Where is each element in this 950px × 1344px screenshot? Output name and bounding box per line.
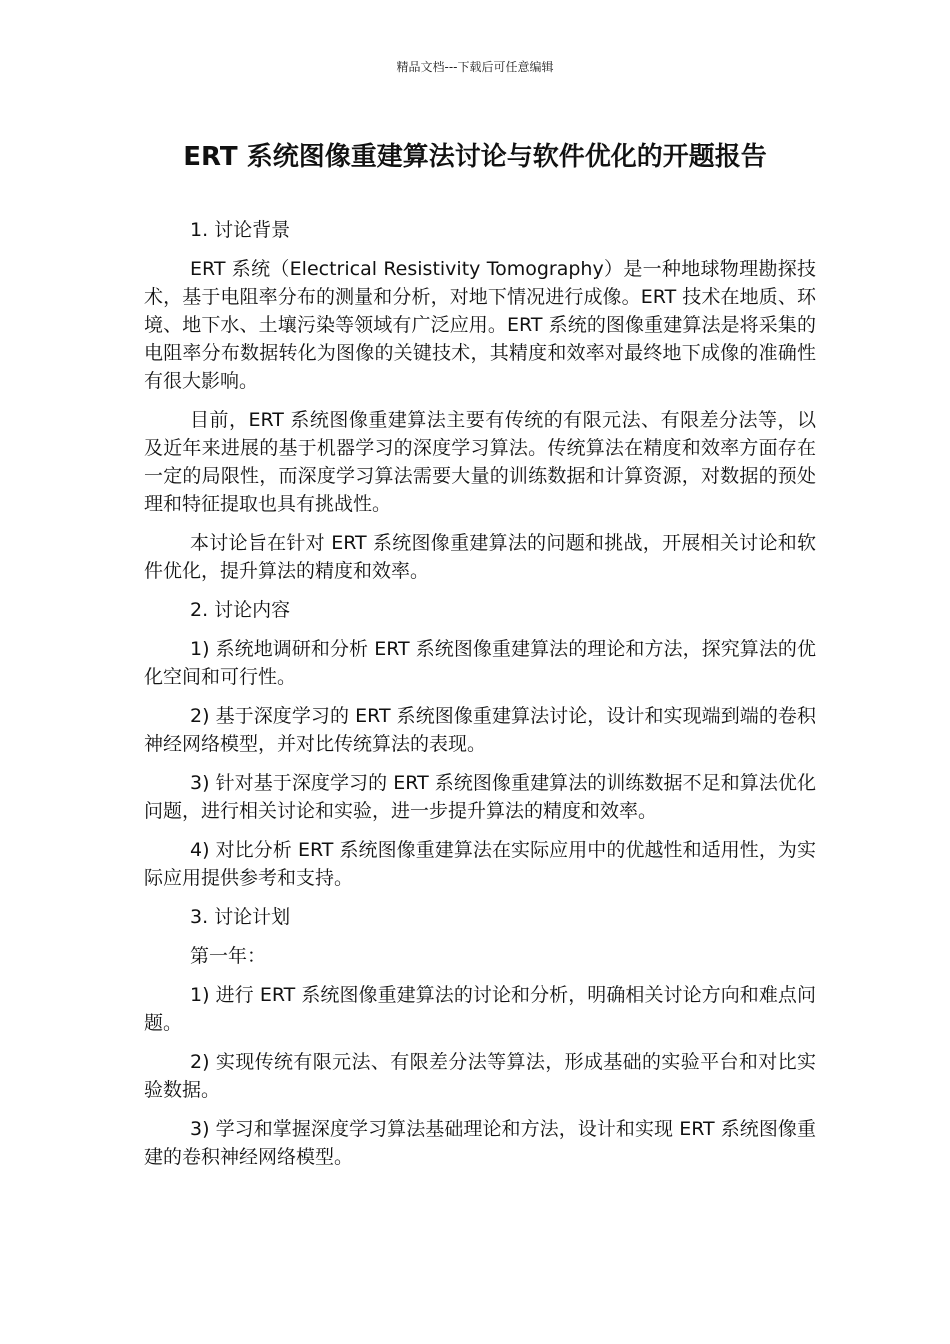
- document-body: [144, 216, 816, 1182]
- plan-year-label: 第一年：: [190, 945, 267, 967]
- paragraph: 目前，ERT 系统图像重建算法主要有传统的有限元法、有限差分法等，以及近年来进展的基于机器学习的深度学习算法。传统算法在精度和效率方面存在一定的局限性，而深度学习算法需要大量的训练数据和计算资源，对数据的预处理和特征提取也具有挑战性。: [144, 409, 816, 515]
- list-item: 4) 对比分析 ERT 系统图像重建算法在实际应用中的优越性和适用性，为实际应用提供参考和支持。: [144, 839, 816, 889]
- list-item: 2) 实现传统有限元法、有限差分法等算法，形成基础的实验平台和对比实验数据。: [144, 1051, 816, 1101]
- paragraph: ERT 系统（Electrical Resistivity Tomography）是一种地球物理勘探技术，基于电阻率分布的测量和分析，对地下情况进行成像。ERT 技术在地质、环境、地下水、土壤污染等领域有广泛应用。ERT 系统的图像重建算法是将采集的电阻率分布数据转化为图像的关键技术，其精度和效率对最终地下成像的准确性有很大影响。: [144, 258, 816, 392]
- list-item: 2) 基于深度学习的 ERT 系统图像重建算法讨论，设计和实现端到端的卷积神经网络模型，并对比传统算法的表现。: [144, 705, 816, 755]
- list-item: 3) 针对基于深度学习的 ERT 系统图像重建算法的训练数据不足和算法优化问题，进行相关讨论和实验，进一步提升算法的精度和效率。: [144, 772, 816, 822]
- paragraph: 本讨论旨在针对 ERT 系统图像重建算法的问题和挑战，开展相关讨论和软件优化，提升算法的精度和效率。: [144, 532, 816, 582]
- list-item: 3) 学习和掌握深度学习算法基础理论和方法，设计和实现 ERT 系统图像重建的卷积神经网络模型。: [144, 1118, 816, 1168]
- document-title: ERT 系统图像重建算法讨论与软件优化的开题报告: [183, 142, 767, 172]
- section-heading-background: 1. 讨论背景: [190, 219, 291, 241]
- page-header-note: 精品文档---下载后可任意编辑: [396, 60, 554, 74]
- list-item: 1) 进行 ERT 系统图像重建算法的讨论和分析，明确相关讨论方向和难点问题。: [144, 984, 816, 1034]
- section-heading-plan: 3. 讨论计划: [190, 906, 291, 928]
- list-item: 1) 系统地调研和分析 ERT 系统图像重建算法的理论和方法，探究算法的优化空间和可行性。: [144, 638, 816, 688]
- section-heading-content: 2. 讨论内容: [190, 599, 291, 621]
